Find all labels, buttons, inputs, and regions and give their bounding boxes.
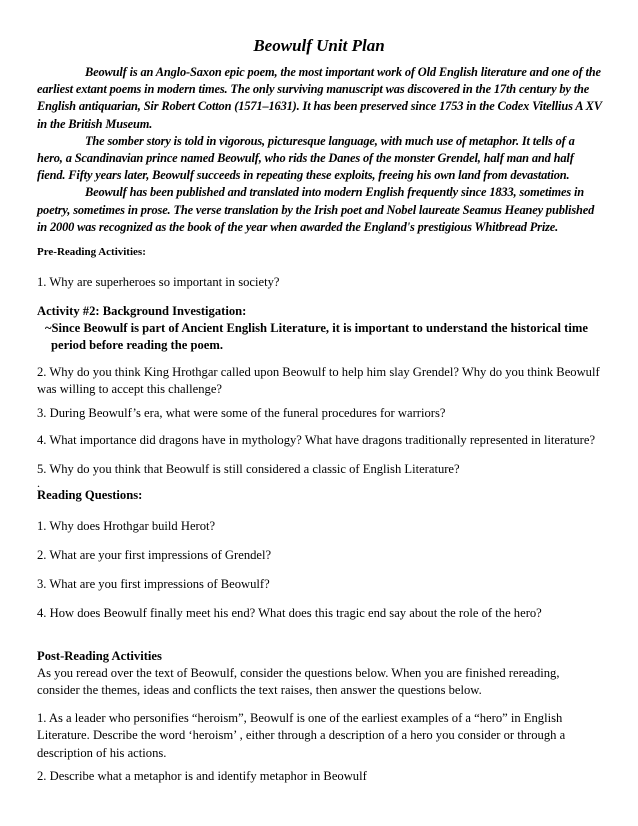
pre-reading-question-5: 5. Why do you think that Beowulf is still considered a classic of English Literature?: [37, 462, 460, 476]
reading-questions-heading: Reading Questions:: [37, 488, 143, 502]
stray-mark: .: [37, 476, 40, 490]
post-reading-question-1: 1. As a leader who personifies “heroism”, Beowulf is one of the earliest examples of a “hero” in English Literature. Describe the word ‘heroism’ , either through a description of a hero you consider or through a description of his actions.: [37, 711, 566, 760]
activity-2-line-1: ~Since Beowulf is part of Ancient English Literature, it is important to understand the historical time: [45, 321, 588, 335]
document-title: Beowulf Unit Plan: [253, 36, 385, 55]
reading-question-1: 1. Why does Hrothgar build Herot?: [37, 519, 216, 533]
post-reading-heading: Post-Reading Activities: [37, 649, 162, 663]
intro-section: [37, 64, 603, 236]
post-reading-question-2: 2. Describe what a metaphor is and identify metaphor in Beowulf: [37, 769, 367, 783]
pre-reading-question-3: 3. During Beowulf’s era, what were some of the funeral procedures for warriors?: [37, 406, 446, 420]
intro-paragraph-1: Beowulf is an Anglo-Saxon epic poem, the most important work of Old English literature and one of the earliest extant poems in modern times. The only surviving manuscript was discovered in the 17th century by the English antiquarian, Sir Robert Cotton (1571–1631). It has been preserved since 1753 in the Codex Vitellius A XV in the British Museum.: [37, 65, 602, 131]
post-reading-instructions: As you reread over the text of Beowulf, consider the questions below. When you are finished rereading, consider the themes, ideas and conflicts the text raises, then answer the questions below.: [37, 666, 560, 698]
intro-paragraph-3: Beowulf has been published and translated into modern English frequently since 1833, sometimes in poetry, sometimes in prose. The verse translation by the Irish poet and Nobel laureate Seamus Heaney published in 2000 was recognized as the book of the year when awarded the England's prestigious Whitbread Prize.: [37, 185, 595, 234]
reading-question-3: 3. What are you first impressions of Beowulf?: [37, 577, 270, 591]
reading-question-2: 2. What are your first impressions of Grendel?: [37, 548, 272, 562]
pre-reading-question-1: 1. Why are superheroes so important in society?: [37, 275, 280, 289]
pre-reading-question-4: 4. What importance did dragons have in mythology? What have dragons traditionally represented in literature?: [37, 433, 596, 447]
pre-reading-question-2: 2. Why do you think King Hrothgar called upon Beowulf to help him slay Grendel? Why do you think Beowulf was willing to accept this challenge?: [37, 365, 600, 397]
reading-question-4: 4. How does Beowulf finally meet his end? What does this tragic end say about the role of the hero?: [37, 606, 542, 620]
activity-2-heading: Activity #2: Background Investigation:: [37, 304, 247, 318]
pre-reading-heading: Pre-Reading Activities:: [37, 246, 146, 258]
activity-2-line-2: period before reading the poem.: [51, 338, 223, 352]
intro-paragraph-2: The somber story is told in vigorous, picturesque language, with much use of metaphor. It tells of a hero, a Scandinavian prince named Beowulf, who rids the Danes of the monster Grendel, half man and half fiend. Fifty years later, Beowulf succeeds in repeating these exploits, freeing his own land from devastation.: [37, 133, 575, 183]
